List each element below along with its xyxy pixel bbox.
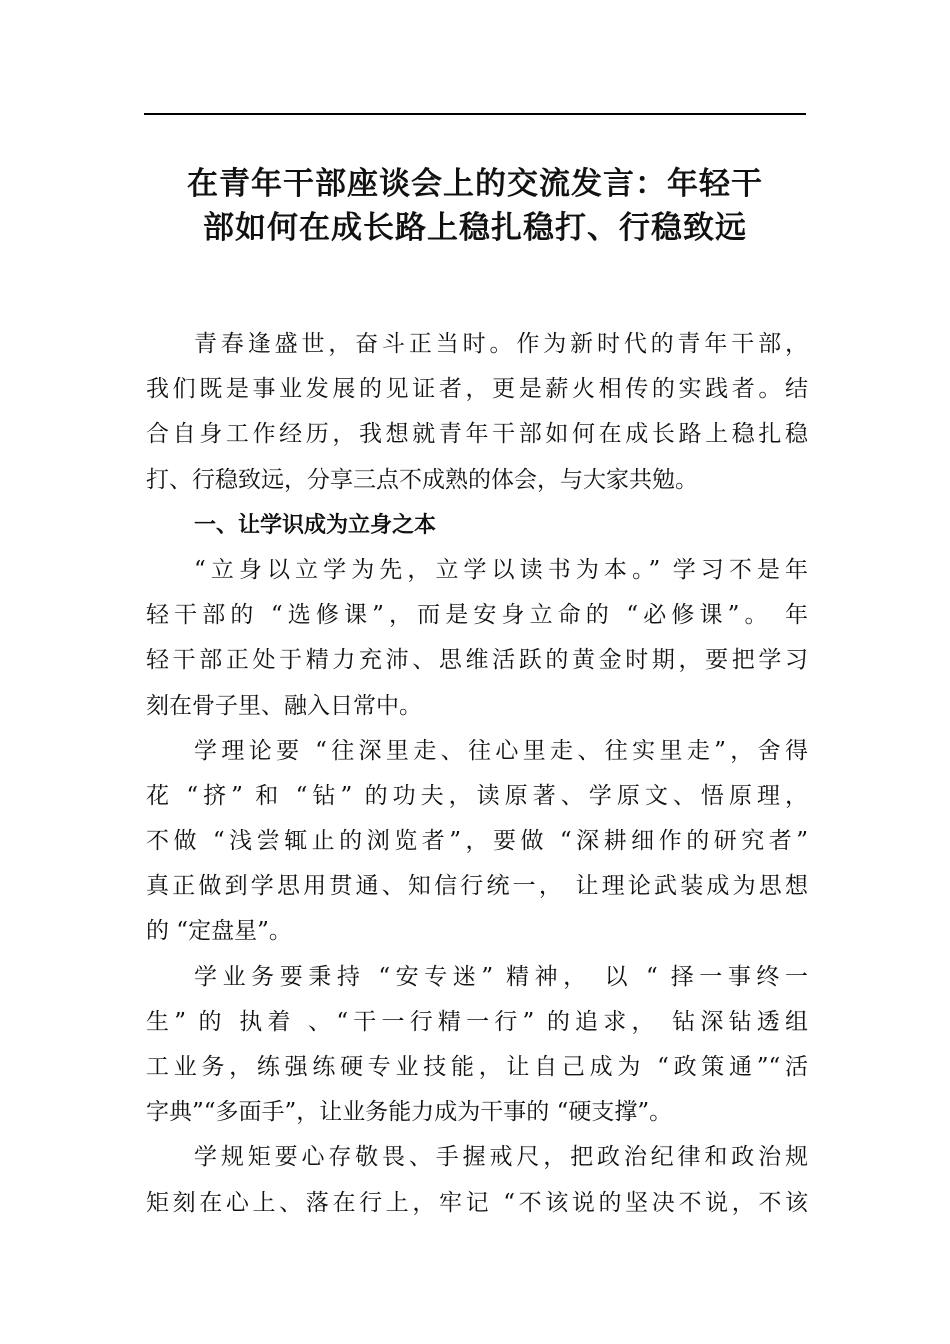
paragraph-line: 工业务，练强练硬专业技能，让自己成为 “政策通”“活 xyxy=(146,1054,808,1080)
paragraph-line: 我们既是事业发展的见证者，更是薪火相传的实践者。结 xyxy=(146,376,808,403)
paragraph-line: 青春逢盛世，奋斗正当时。作为新时代的青年干部， xyxy=(194,331,808,357)
paragraph-line: 真正做到学思用贯通、知信行统一， 让理论武装成为思想 xyxy=(146,873,808,900)
paragraph-line: “立身以立学为先，立学以读书为本。” 学习不是年 xyxy=(194,556,808,583)
title-line: 在青年干部座谈会上的交流发言：年轻干 xyxy=(187,166,763,202)
paragraph-line: 合自身工作经历，我想就青年干部如何在成长路上稳扎稳 xyxy=(146,421,808,448)
section-heading: 一、让学识成为立身之本 xyxy=(194,512,437,538)
paragraph-line: 轻干部正处于精力充沛、思维活跃的黄金时期，要把学习 xyxy=(146,647,808,674)
paragraph-line: 矩刻在心上、落在行上，牢记 “不该说的坚决不说，不该 xyxy=(146,1189,808,1216)
title-line: 部如何在成长路上稳扎稳打、行稳致远 xyxy=(203,210,747,246)
paragraph-line: 花 “挤” 和 “钻” 的功夫，读原著、学原文、悟原理， xyxy=(146,782,808,809)
paragraph-line: 打、行稳致远，分享三点不成熟的体会，与大家共勉。 xyxy=(146,466,698,493)
paragraph-line: 生” 的 执着 、“干一行精一行” 的追求， 钻深钻透组 xyxy=(146,1008,808,1035)
paragraph-line: 轻干部的 “选修课”，而是安身立命的 “必修课”。 年 xyxy=(146,602,808,629)
paragraph-line: 学业务要秉持 “安专迷” 精神， 以 “ 择一事终一 xyxy=(194,963,808,990)
paragraph-line: 字典”“多面手”，让业务能力成为干事的 “硬支撑”。 xyxy=(146,1099,673,1126)
header-rule xyxy=(144,113,806,115)
paragraph-line: 的 “定盘星”。 xyxy=(146,918,292,945)
paragraph-line: 学理论要 “往深里走、往心里走、往实里走”，舍得 xyxy=(194,737,808,764)
document-body xyxy=(146,322,808,1226)
document-title xyxy=(144,162,806,250)
paragraph-line: 学规矩要心存敬畏、手握戒尺，把政治纪律和政治规 xyxy=(194,1144,808,1171)
paragraph-line: 不做 “浅尝辄止的浏览者”，要做 “深耕细作的研究者” xyxy=(146,828,808,855)
paragraph-line: 刻在骨子里、融入日常中。 xyxy=(146,692,422,719)
